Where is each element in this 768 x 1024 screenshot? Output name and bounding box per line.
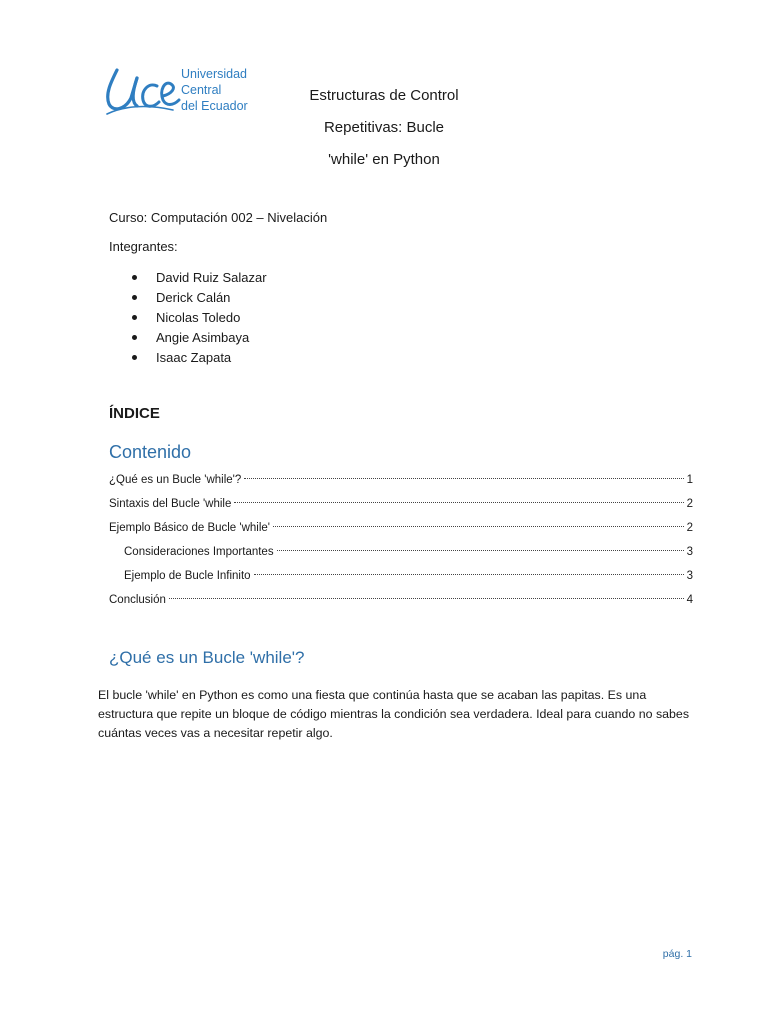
bullet-icon [132,295,137,300]
document-title [268,84,500,180]
toc-entry-title: ¿Qué es un Bucle 'while'? [109,474,242,486]
list-item [132,328,267,348]
course-info: Curso: Computación 002 – Nivelación [109,210,328,225]
logo-line-2: Central [181,83,222,97]
toc-entry[interactable] [109,542,693,566]
member-name: Nicolas Toledo [156,310,241,325]
toc-entry[interactable] [109,494,693,518]
toc-leader-dots [277,550,684,551]
toc-entry[interactable] [109,518,693,542]
member-name: David Ruiz Salazar [156,270,267,285]
table-of-contents [109,470,693,614]
toc-entry-page: 2 [686,498,693,510]
toc-leader-dots [273,526,684,527]
toc-entry-title: Ejemplo Básico de Bucle 'while' [109,522,270,534]
list-item [132,308,267,328]
toc-leader-dots [234,502,683,503]
toc-entry-page: 1 [686,474,693,486]
title-line-2: Repetitivas: Bucle [323,119,445,136]
logo-line-3: del Ecuador [181,99,248,113]
university-logo [103,60,263,124]
members-label: Integrantes: [109,239,178,254]
toc-entry[interactable] [109,470,693,494]
toc-entry[interactable] [109,590,693,614]
member-name: Isaac Zapata [156,350,232,365]
members-list [132,268,267,368]
bullet-icon [132,275,137,280]
toc-entry-title: Conclusión [109,594,166,606]
toc-entry-title: Sintaxis del Bucle 'while [109,498,232,510]
bullet-icon [132,355,137,360]
toc-entry-title: Ejemplo de Bucle Infinito [124,570,251,582]
bullet-icon [132,315,137,320]
member-name: Angie Asimbaya [156,330,250,345]
page-number: pág. 1 [662,948,692,960]
logo-line-1: Universidad [181,67,248,81]
list-item [132,288,267,308]
toc-entry-page: 2 [686,522,693,534]
uce-logo-mark [103,60,181,124]
toc-entry[interactable] [109,566,693,590]
toc-entry-title: Consideraciones Importantes [124,546,274,558]
toc-entry-page: 4 [686,594,693,606]
bullet-icon [132,335,137,340]
member-name: Derick Calán [156,290,231,305]
toc-entry-page: 3 [686,570,693,582]
section-paragraph: El bucle 'while' en Python es como una fiesta que continúa hasta que se acaban las papitas. Es una estructura que repite un bloque de código mientras la condición sea verdadera. Ideal para cuando no sabes cuántas veces vas a necesitar repetir algo. [98,688,690,740]
toc-leader-dots [169,598,684,599]
list-item [132,348,267,368]
section-heading: ¿Qué es un Bucle 'while'? [109,648,305,667]
logo-wordmark [181,66,248,114]
toc-leader-dots [244,478,683,479]
contents-heading: Contenido [109,442,192,462]
list-item [132,268,267,288]
toc-leader-dots [254,574,684,575]
title-line-1: Estructuras de Control [309,87,459,104]
title-line-3: 'while' en Python [328,151,440,168]
toc-entry-page: 3 [686,546,693,558]
index-heading: ÍNDICE [109,405,160,422]
